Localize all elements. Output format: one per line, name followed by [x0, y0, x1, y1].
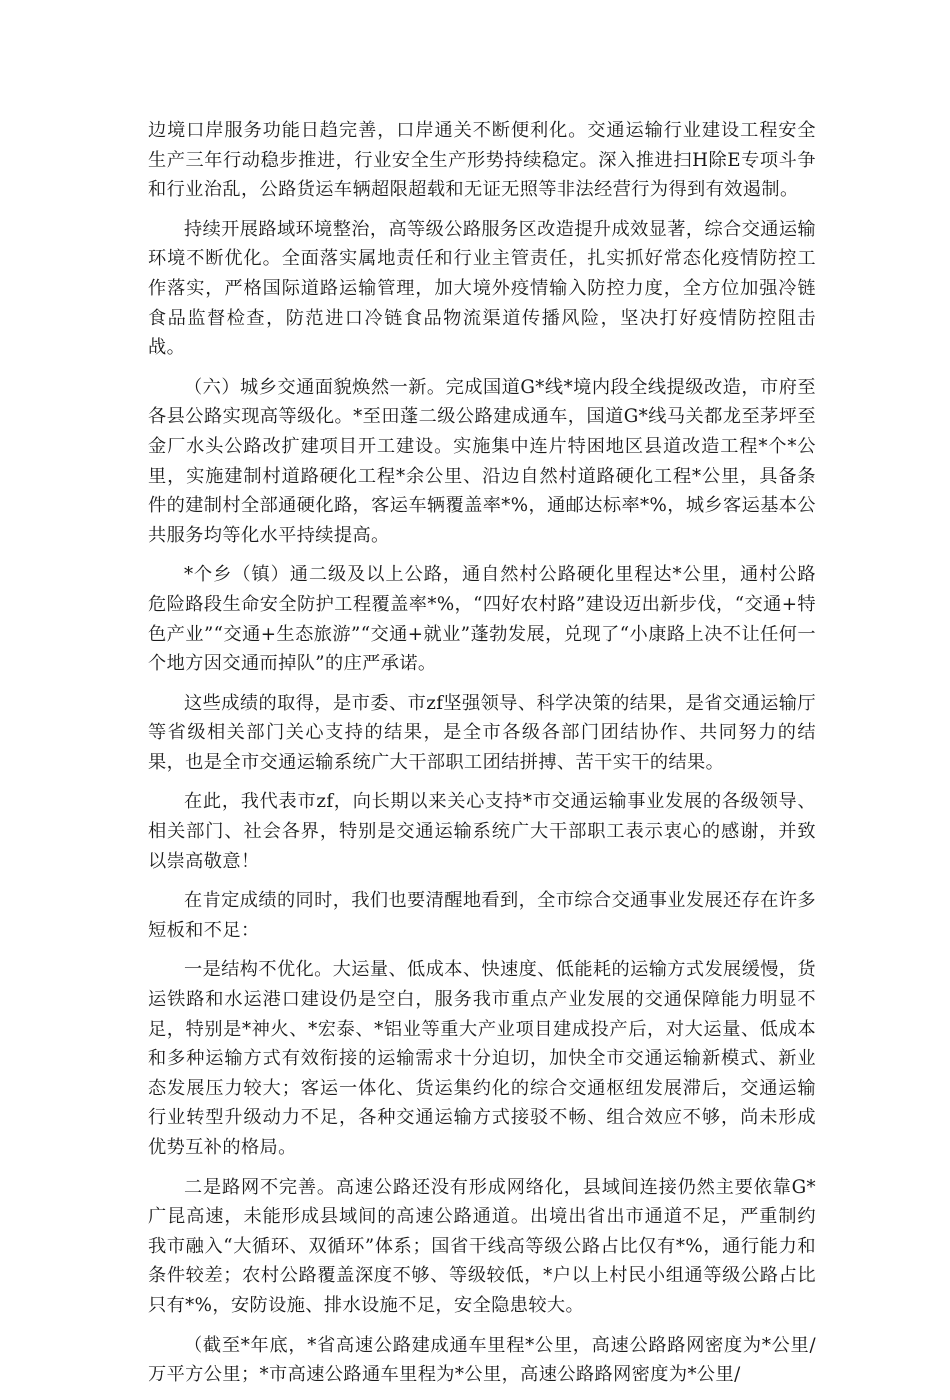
paragraph-highway-stats: （截至*年底，*省高速公路建成通车里程*公里，高速公路路网密度为*公里/万平方公里；*市高速公路通车里程为*公里，高速公路路网密度为*公里/ [148, 1334, 816, 1386]
paragraph-urban-rural-transport: （六）城乡交通面貌焕然一新。完成国道G*线*境内段全线提级改造，市府至各县公路实现高等级化。*至田蓬二级公路建成通车，国道G*线马关都龙至茅坪至金厂水头公路改扩建项目开工建设。实施集中连片特困地区县道改造工程*个*公里，实施建制村道路硬化工程*余公里、沿边自然村道路硬化工程*公里，具备条件的建制村全部通硬化路，客运车辆覆盖率*%，通邮达标率*%，城乡客运基本公共服务均等化水平持续提高。 [148, 376, 816, 546]
paragraph-structure-issue: 一是结构不优化。大运量、低成本、快速度、低能耗的运输方式发展缓慢，货运铁路和水运港口建设仍是空白，服务我市重点产业发展的交通保障能力明显不足，特别是*神火、*宏泰、*铝业等重大产业项目建成投产后，对大运量、低成本和多种运输方式有效衔接的运输需求十分迫切，加快全市交通运输新模式、新业态发展压力较大；客运一体化、货运集约化的综合交通枢纽发展滞后，交通运输行业转型升级动力不足，各种交通运输方式接驳不畅、组合效应不够，尚未形成优势互补的格局。 [148, 959, 816, 1158]
paragraph-port-services: 边境口岸服务功能日趋完善，口岸通关不断便利化。交通运输行业建设工程安全生产三年行动稳步推进，行业安全生产形势持续稳定。深入推进扫H除E专项斗争和行业治乱，公路货运车辆超限超载和无证无照等非法经营行为得到有效遏制。 [148, 120, 816, 201]
paragraph-gratitude: 在此，我代表市zf，向长期以来关心支持*市交通运输事业发展的各级领导、相关部门、社会各界，特别是交通运输系统广大干部职工表示衷心的感谢，并致以崇高敬意！ [148, 791, 816, 872]
document-page [148, 116, 816, 1400]
paragraph-road-environment: 持续开展路域环境整治，高等级公路服务区改造提升成效显著，综合交通运输环境不断优化。全面落实属地责任和行业主管责任，扎实抓好常态化疫情防控工作落实，严格国际道路运输管理，加大境外疫情输入防控力度，全方位加强冷链食品监督检查，防范进口冷链食品物流渠道传播风险，坚决打好疫情防控阻击战。 [148, 218, 816, 359]
paragraph-rural-roads: *个乡（镇）通二级及以上公路，通自然村公路硬化里程达*公里，通村公路危险路段生命安全防护工程覆盖率*%，“四好农村路”建设迈出新步伐，“交通+特色产业”“交通+生态旅游”“交通+就业”蓬勃发展，兑现了“小康路上决不让任何一个地方因交通而掉队”的庄严承诺。 [148, 564, 816, 675]
paragraph-achievements: 这些成绩的取得，是市委、市zf坚强领导、科学决策的结果，是省交通运输厅等省级相关部门关心支持的结果，是全市各级各部门团结协作、共同努力的结果，也是全市交通运输系统广大干部职工团结拼搏、苦干实干的结果。 [148, 692, 816, 773]
paragraph-shortcomings-intro: 在肯定成绩的同时，我们也要清醒地看到，全市综合交通事业发展还存在许多短板和不足： [148, 890, 816, 941]
paragraph-road-network-issue: 二是路网不完善。高速公路还没有形成网络化，县域间连接仍然主要依靠G*广昆高速，未能形成县域间的高速公路通道。出境出省出市通道不足，严重制约我市融入“大循环、双循环”体系；国省干线高等级公路占比仅有*%，通行能力和条件较差；农村公路覆盖深度不够、等级较低，*户以上村民小组通等级公路占比只有*%，安防设施、排水设施不足，安全隐患较大。 [148, 1176, 816, 1316]
